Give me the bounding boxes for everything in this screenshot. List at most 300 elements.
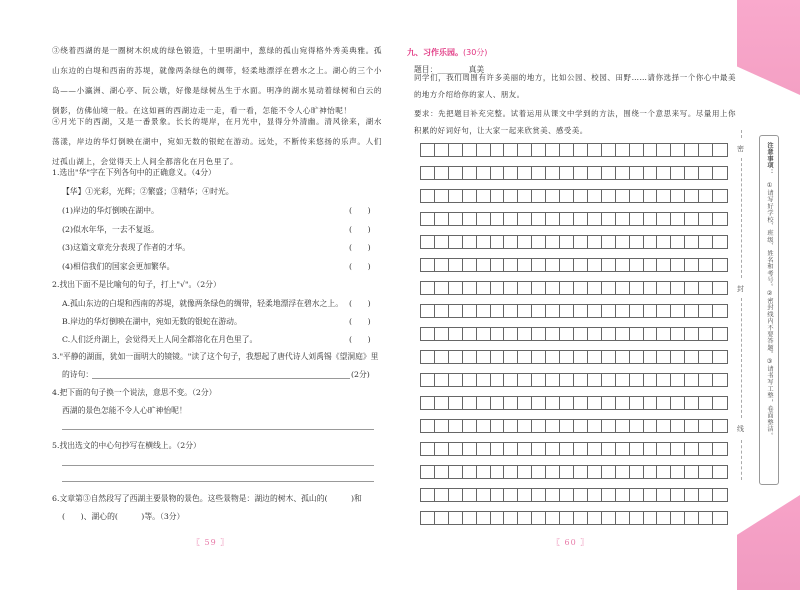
grid-cell[interactable]	[699, 512, 713, 524]
grid-cell[interactable]	[644, 305, 658, 317]
grid-cell[interactable]	[449, 420, 463, 432]
grid-cell[interactable]	[616, 144, 630, 156]
grid-cell[interactable]	[588, 351, 602, 363]
grid-cell[interactable]	[588, 374, 602, 386]
grid-cell[interactable]	[657, 351, 671, 363]
grid-cell[interactable]	[546, 443, 560, 455]
grid-cell[interactable]	[574, 443, 588, 455]
grid-cell[interactable]	[685, 213, 699, 225]
grid-cell[interactable]	[644, 259, 658, 271]
grid-cell[interactable]	[449, 397, 463, 409]
grid-cell[interactable]	[602, 489, 616, 501]
grid-cell[interactable]	[546, 282, 560, 294]
grid-cell[interactable]	[588, 236, 602, 248]
grid-cell[interactable]	[602, 351, 616, 363]
grid-cell[interactable]	[616, 190, 630, 202]
grid-cell[interactable]	[671, 328, 685, 340]
grid-cell[interactable]	[657, 236, 671, 248]
grid-cell[interactable]	[491, 328, 505, 340]
grid-cell[interactable]	[546, 305, 560, 317]
grid-cell[interactable]	[546, 374, 560, 386]
grid-cell[interactable]	[518, 305, 532, 317]
grid-cell[interactable]	[421, 466, 435, 478]
grid-cell[interactable]	[518, 489, 532, 501]
grid-cell[interactable]	[546, 144, 560, 156]
grid-cell[interactable]	[616, 282, 630, 294]
grid-cell[interactable]	[421, 282, 435, 294]
q5-answer-line-1[interactable]	[62, 465, 374, 466]
grid-cell[interactable]	[504, 374, 518, 386]
grid-cell[interactable]	[657, 512, 671, 524]
grid-cell[interactable]	[477, 328, 491, 340]
grid-cell[interactable]	[671, 512, 685, 524]
grid-cell[interactable]	[491, 213, 505, 225]
grid-cell[interactable]	[574, 213, 588, 225]
grid-cell[interactable]	[644, 397, 658, 409]
grid-cell[interactable]	[504, 282, 518, 294]
grid-cell[interactable]	[449, 282, 463, 294]
grid-cell[interactable]	[546, 420, 560, 432]
grid-cell[interactable]	[435, 420, 449, 432]
grid-cell[interactable]	[588, 167, 602, 179]
grid-cell[interactable]	[560, 167, 574, 179]
grid-cell[interactable]	[574, 282, 588, 294]
grid-cell[interactable]	[491, 397, 505, 409]
grid-cell[interactable]	[713, 489, 727, 501]
grid-cell[interactable]	[685, 144, 699, 156]
grid-cell[interactable]	[671, 259, 685, 271]
grid-cell[interactable]	[644, 236, 658, 248]
grid-cell[interactable]	[560, 144, 574, 156]
grid-cell[interactable]	[630, 282, 644, 294]
grid-cell[interactable]	[671, 167, 685, 179]
grid-cell[interactable]	[574, 489, 588, 501]
grid-cell[interactable]	[671, 374, 685, 386]
grid-cell[interactable]	[685, 328, 699, 340]
grid-cell[interactable]	[602, 512, 616, 524]
grid-cell[interactable]	[477, 144, 491, 156]
grid-cell[interactable]	[602, 144, 616, 156]
grid-cell[interactable]	[504, 236, 518, 248]
grid-cell[interactable]	[477, 167, 491, 179]
grid-cell[interactable]	[574, 512, 588, 524]
grid-cell[interactable]	[449, 236, 463, 248]
grid-cell[interactable]	[588, 144, 602, 156]
grid-cell[interactable]	[630, 190, 644, 202]
grid-cell[interactable]	[532, 213, 546, 225]
grid-cell[interactable]	[630, 328, 644, 340]
grid-cell[interactable]	[671, 351, 685, 363]
grid-cell[interactable]	[532, 512, 546, 524]
grid-cell[interactable]	[518, 259, 532, 271]
grid-cell[interactable]	[449, 144, 463, 156]
grid-cell[interactable]	[421, 420, 435, 432]
grid-cell[interactable]	[588, 213, 602, 225]
grid-cell[interactable]	[713, 443, 727, 455]
grid-cell[interactable]	[671, 213, 685, 225]
grid-cell[interactable]	[449, 305, 463, 317]
grid-cell[interactable]	[435, 190, 449, 202]
grid-cell[interactable]	[671, 443, 685, 455]
grid-cell[interactable]	[630, 236, 644, 248]
grid-cell[interactable]	[560, 236, 574, 248]
grid-cell[interactable]	[644, 144, 658, 156]
grid-cell[interactable]	[671, 144, 685, 156]
grid-cell[interactable]	[435, 374, 449, 386]
grid-cell[interactable]	[477, 259, 491, 271]
grid-cell[interactable]	[546, 466, 560, 478]
grid-cell[interactable]	[602, 466, 616, 478]
grid-cell[interactable]	[685, 420, 699, 432]
grid-cell[interactable]	[616, 328, 630, 340]
grid-cell[interactable]	[644, 443, 658, 455]
q1-item-1-answer[interactable]: ( )	[349, 206, 371, 215]
grid-cell[interactable]	[435, 259, 449, 271]
grid-cell[interactable]	[491, 144, 505, 156]
grid-cell[interactable]	[463, 466, 477, 478]
grid-cell[interactable]	[546, 213, 560, 225]
grid-cell[interactable]	[574, 374, 588, 386]
grid-cell[interactable]	[657, 167, 671, 179]
grid-cell[interactable]	[421, 512, 435, 524]
grid-cell[interactable]	[644, 466, 658, 478]
grid-cell[interactable]	[532, 328, 546, 340]
grid-cell[interactable]	[504, 167, 518, 179]
grid-cell[interactable]	[504, 397, 518, 409]
grid-cell[interactable]	[644, 512, 658, 524]
grid-cell[interactable]	[491, 466, 505, 478]
grid-cell[interactable]	[699, 374, 713, 386]
grid-cell[interactable]	[491, 190, 505, 202]
grid-cell[interactable]	[560, 466, 574, 478]
grid-cell[interactable]	[644, 374, 658, 386]
q1-item-2-answer[interactable]: ( )	[349, 225, 371, 234]
grid-cell[interactable]	[532, 466, 546, 478]
grid-cell[interactable]	[588, 328, 602, 340]
grid-cell[interactable]	[449, 190, 463, 202]
grid-cell[interactable]	[421, 374, 435, 386]
grid-cell[interactable]	[477, 489, 491, 501]
grid-cell[interactable]	[588, 489, 602, 501]
grid-cell[interactable]	[491, 351, 505, 363]
grid-cell[interactable]	[532, 443, 546, 455]
grid-cell[interactable]	[602, 190, 616, 202]
grid-cell[interactable]	[671, 305, 685, 317]
q2-item-b-answer[interactable]: ( )	[349, 317, 371, 326]
grid-cell[interactable]	[449, 259, 463, 271]
q3-answer-line[interactable]	[92, 378, 350, 379]
grid-cell[interactable]	[602, 236, 616, 248]
grid-cell[interactable]	[491, 420, 505, 432]
grid-cell[interactable]	[685, 374, 699, 386]
grid-cell[interactable]	[560, 351, 574, 363]
grid-cell[interactable]	[644, 328, 658, 340]
grid-cell[interactable]	[518, 351, 532, 363]
grid-cell[interactable]	[435, 213, 449, 225]
grid-cell[interactable]	[588, 259, 602, 271]
grid-cell[interactable]	[630, 213, 644, 225]
grid-cell[interactable]	[532, 351, 546, 363]
grid-cell[interactable]	[713, 190, 727, 202]
grid-cell[interactable]	[435, 489, 449, 501]
grid-cell[interactable]	[560, 420, 574, 432]
grid-cell[interactable]	[588, 282, 602, 294]
grid-cell[interactable]	[588, 397, 602, 409]
grid-cell[interactable]	[435, 466, 449, 478]
grid-cell[interactable]	[630, 167, 644, 179]
grid-cell[interactable]	[518, 397, 532, 409]
grid-cell[interactable]	[602, 420, 616, 432]
grid-cell[interactable]	[435, 167, 449, 179]
grid-cell[interactable]	[435, 512, 449, 524]
grid-cell[interactable]	[685, 305, 699, 317]
grid-cell[interactable]	[699, 282, 713, 294]
grid-cell[interactable]	[630, 259, 644, 271]
grid-cell[interactable]	[504, 351, 518, 363]
grid-cell[interactable]	[630, 443, 644, 455]
grid-cell[interactable]	[713, 282, 727, 294]
grid-cell[interactable]	[685, 466, 699, 478]
grid-cell[interactable]	[685, 489, 699, 501]
grid-cell[interactable]	[449, 443, 463, 455]
grid-cell[interactable]	[560, 374, 574, 386]
grid-cell[interactable]	[630, 420, 644, 432]
grid-cell[interactable]	[518, 236, 532, 248]
grid-cell[interactable]	[546, 259, 560, 271]
grid-cell[interactable]	[421, 397, 435, 409]
grid-cell[interactable]	[532, 420, 546, 432]
grid-cell[interactable]	[421, 305, 435, 317]
grid-cell[interactable]	[657, 305, 671, 317]
grid-cell[interactable]	[518, 190, 532, 202]
grid-cell[interactable]	[602, 305, 616, 317]
grid-cell[interactable]	[713, 305, 727, 317]
grid-cell[interactable]	[491, 282, 505, 294]
grid-cell[interactable]	[463, 420, 477, 432]
grid-cell[interactable]	[699, 328, 713, 340]
grid-cell[interactable]	[518, 282, 532, 294]
grid-cell[interactable]	[630, 489, 644, 501]
grid-cell[interactable]	[699, 236, 713, 248]
grid-cell[interactable]	[421, 328, 435, 340]
grid-cell[interactable]	[532, 489, 546, 501]
grid-cell[interactable]	[532, 374, 546, 386]
grid-cell[interactable]	[630, 305, 644, 317]
grid-cell[interactable]	[616, 466, 630, 478]
grid-cell[interactable]	[518, 213, 532, 225]
grid-cell[interactable]	[463, 374, 477, 386]
grid-cell[interactable]	[560, 512, 574, 524]
grid-cell[interactable]	[602, 213, 616, 225]
grid-cell[interactable]	[657, 144, 671, 156]
grid-cell[interactable]	[560, 213, 574, 225]
grid-cell[interactable]	[602, 443, 616, 455]
grid-cell[interactable]	[421, 489, 435, 501]
grid-cell[interactable]	[699, 259, 713, 271]
grid-cell[interactable]	[574, 351, 588, 363]
grid-cell[interactable]	[477, 305, 491, 317]
grid-cell[interactable]	[602, 397, 616, 409]
grid-cell[interactable]	[477, 512, 491, 524]
grid-cell[interactable]	[518, 167, 532, 179]
grid-cell[interactable]	[560, 282, 574, 294]
grid-cell[interactable]	[504, 144, 518, 156]
grid-cell[interactable]	[574, 420, 588, 432]
grid-cell[interactable]	[421, 190, 435, 202]
grid-cell[interactable]	[435, 397, 449, 409]
grid-cell[interactable]	[421, 351, 435, 363]
grid-cell[interactable]	[435, 328, 449, 340]
grid-cell[interactable]	[588, 512, 602, 524]
grid-cell[interactable]	[699, 397, 713, 409]
grid-cell[interactable]	[671, 420, 685, 432]
grid-cell[interactable]	[713, 144, 727, 156]
q1-item-4-answer[interactable]: ( )	[349, 262, 371, 271]
grid-cell[interactable]	[518, 443, 532, 455]
grid-cell[interactable]	[421, 443, 435, 455]
grid-cell[interactable]	[477, 420, 491, 432]
grid-cell[interactable]	[491, 305, 505, 317]
grid-cell[interactable]	[685, 397, 699, 409]
grid-cell[interactable]	[532, 259, 546, 271]
grid-cell[interactable]	[504, 305, 518, 317]
grid-cell[interactable]	[574, 190, 588, 202]
grid-cell[interactable]	[435, 443, 449, 455]
grid-cell[interactable]	[574, 328, 588, 340]
grid-cell[interactable]	[657, 190, 671, 202]
grid-cell[interactable]	[713, 259, 727, 271]
q1-item-3-answer[interactable]: ( )	[349, 243, 371, 252]
grid-cell[interactable]	[435, 282, 449, 294]
grid-cell[interactable]	[644, 420, 658, 432]
grid-cell[interactable]	[477, 213, 491, 225]
grid-cell[interactable]	[449, 374, 463, 386]
grid-cell[interactable]	[504, 489, 518, 501]
grid-cell[interactable]	[574, 466, 588, 478]
grid-cell[interactable]	[518, 144, 532, 156]
grid-cell[interactable]	[671, 397, 685, 409]
grid-cell[interactable]	[463, 328, 477, 340]
grid-cell[interactable]	[574, 167, 588, 179]
grid-cell[interactable]	[713, 167, 727, 179]
grid-cell[interactable]	[463, 351, 477, 363]
grid-cell[interactable]	[699, 305, 713, 317]
grid-cell[interactable]	[532, 282, 546, 294]
grid-cell[interactable]	[463, 443, 477, 455]
grid-cell[interactable]	[685, 259, 699, 271]
grid-cell[interactable]	[560, 443, 574, 455]
grid-cell[interactable]	[532, 397, 546, 409]
grid-cell[interactable]	[699, 190, 713, 202]
grid-cell[interactable]	[491, 443, 505, 455]
grid-cell[interactable]	[546, 190, 560, 202]
grid-cell[interactable]	[421, 167, 435, 179]
grid-cell[interactable]	[477, 282, 491, 294]
grid-cell[interactable]	[630, 374, 644, 386]
grid-cell[interactable]	[685, 443, 699, 455]
grid-cell[interactable]	[657, 282, 671, 294]
grid-cell[interactable]	[616, 420, 630, 432]
grid-cell[interactable]	[657, 374, 671, 386]
grid-cell[interactable]	[560, 259, 574, 271]
grid-cell[interactable]	[518, 466, 532, 478]
grid-cell[interactable]	[588, 466, 602, 478]
grid-cell[interactable]	[421, 236, 435, 248]
grid-cell[interactable]	[602, 282, 616, 294]
grid-cell[interactable]	[671, 489, 685, 501]
grid-cell[interactable]	[532, 144, 546, 156]
grid-cell[interactable]	[630, 144, 644, 156]
grid-cell[interactable]	[602, 328, 616, 340]
grid-cell[interactable]	[532, 190, 546, 202]
grid-cell[interactable]	[574, 259, 588, 271]
grid-cell[interactable]	[463, 259, 477, 271]
grid-cell[interactable]	[546, 167, 560, 179]
grid-cell[interactable]	[504, 420, 518, 432]
grid-cell[interactable]	[616, 351, 630, 363]
grid-cell[interactable]	[713, 351, 727, 363]
grid-cell[interactable]	[602, 259, 616, 271]
grid-cell[interactable]	[630, 466, 644, 478]
grid-cell[interactable]	[685, 167, 699, 179]
grid-cell[interactable]	[546, 351, 560, 363]
grid-cell[interactable]	[657, 328, 671, 340]
grid-cell[interactable]	[644, 190, 658, 202]
grid-cell[interactable]	[644, 489, 658, 501]
grid-cell[interactable]	[713, 466, 727, 478]
grid-cell[interactable]	[546, 489, 560, 501]
grid-cell[interactable]	[477, 236, 491, 248]
grid-cell[interactable]	[574, 397, 588, 409]
grid-cell[interactable]	[449, 489, 463, 501]
grid-cell[interactable]	[657, 420, 671, 432]
grid-cell[interactable]	[657, 489, 671, 501]
grid-cell[interactable]	[630, 397, 644, 409]
grid-cell[interactable]	[560, 397, 574, 409]
grid-cell[interactable]	[616, 236, 630, 248]
grid-cell[interactable]	[616, 374, 630, 386]
grid-cell[interactable]	[616, 167, 630, 179]
grid-cell[interactable]	[644, 167, 658, 179]
grid-cell[interactable]	[491, 236, 505, 248]
grid-cell[interactable]	[588, 190, 602, 202]
grid-cell[interactable]	[504, 512, 518, 524]
grid-cell[interactable]	[685, 351, 699, 363]
grid-cell[interactable]	[699, 489, 713, 501]
grid-cell[interactable]	[685, 512, 699, 524]
grid-cell[interactable]	[616, 305, 630, 317]
grid-cell[interactable]	[449, 213, 463, 225]
grid-cell[interactable]	[477, 443, 491, 455]
grid-cell[interactable]	[518, 374, 532, 386]
grid-cell[interactable]	[463, 213, 477, 225]
q4-answer-line[interactable]	[62, 429, 374, 430]
grid-cell[interactable]	[588, 420, 602, 432]
grid-cell[interactable]	[504, 259, 518, 271]
grid-cell[interactable]	[463, 144, 477, 156]
grid-cell[interactable]	[713, 397, 727, 409]
grid-cell[interactable]	[546, 512, 560, 524]
grid-cell[interactable]	[546, 328, 560, 340]
grid-cell[interactable]	[477, 190, 491, 202]
grid-cell[interactable]	[491, 512, 505, 524]
grid-cell[interactable]	[504, 466, 518, 478]
grid-cell[interactable]	[574, 144, 588, 156]
grid-cell[interactable]	[463, 167, 477, 179]
grid-cell[interactable]	[657, 466, 671, 478]
grid-cell[interactable]	[491, 259, 505, 271]
grid-cell[interactable]	[671, 236, 685, 248]
